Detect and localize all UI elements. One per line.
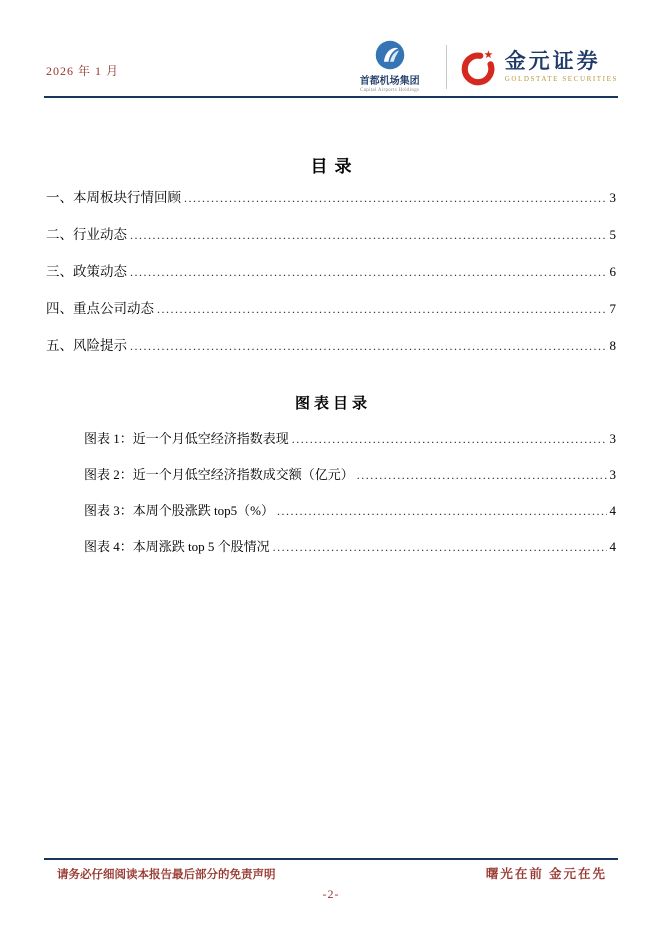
toc-entry-page: 8 bbox=[609, 338, 616, 353]
capital-airports-name-en: Capital Airports Holdings bbox=[360, 88, 420, 93]
figure-entry-label[interactable]: 图表 2：近一个月低空经济指数成交额（亿元） bbox=[84, 467, 354, 482]
figure-entry[interactable] bbox=[84, 428, 616, 464]
dot-leader bbox=[277, 503, 607, 519]
toc-entry[interactable] bbox=[46, 297, 616, 334]
capital-airports-icon bbox=[375, 40, 405, 70]
footer-rule bbox=[44, 858, 618, 860]
figures-toc-list bbox=[84, 428, 616, 572]
toc-entry-page: 5 bbox=[609, 227, 616, 242]
toc-entry-label[interactable]: 三、政策动态 bbox=[46, 264, 127, 279]
goldstate-name-en: GOLDSTATE SECURITIES bbox=[504, 75, 618, 84]
dot-leader bbox=[273, 539, 607, 555]
figure-entry[interactable] bbox=[84, 500, 616, 536]
figure-entry-label[interactable]: 图表 1：近一个月低空经济指数表现 bbox=[84, 431, 289, 446]
brand-slogan: 曙光在前 金元在先 bbox=[485, 867, 607, 881]
toc-entry[interactable] bbox=[46, 260, 616, 297]
figure-entry-label[interactable]: 图表 3：本周个股涨跌 top5（%） bbox=[84, 503, 274, 518]
figures-toc-title: 图表目录 bbox=[294, 396, 371, 412]
toc-entry[interactable] bbox=[46, 334, 616, 371]
toc-entry-label[interactable]: 五、风险提示 bbox=[46, 338, 127, 353]
figure-entry-page: 4 bbox=[609, 539, 616, 554]
disclaimer-text: 请务必仔细阅读本报告最后部分的免责声明 bbox=[57, 869, 276, 881]
goldstate-name: 金元证券 bbox=[504, 48, 601, 73]
figure-entry[interactable] bbox=[84, 464, 616, 500]
toc-entry-page: 7 bbox=[609, 301, 616, 316]
toc-entry-page: 6 bbox=[609, 264, 616, 279]
toc-list bbox=[46, 186, 616, 371]
figure-entry-page: 4 bbox=[609, 503, 616, 518]
logo-divider bbox=[446, 45, 447, 89]
dot-leader bbox=[357, 467, 607, 483]
capital-airports-name: 首都机场集团 bbox=[359, 76, 420, 87]
dot-leader bbox=[292, 431, 607, 447]
figure-entry-page: 3 bbox=[609, 431, 616, 446]
report-date: 2026 年 1 月 bbox=[46, 64, 120, 78]
brand-logos bbox=[346, 40, 618, 93]
goldstate-logo bbox=[459, 48, 618, 86]
dot-leader bbox=[130, 227, 607, 243]
dot-leader bbox=[130, 338, 607, 354]
goldstate-text bbox=[505, 50, 618, 83]
dot-leader bbox=[184, 190, 607, 206]
toc-entry-label[interactable]: 一、本周板块行情回顾 bbox=[46, 190, 181, 205]
toc-entry[interactable] bbox=[46, 186, 616, 223]
dot-leader bbox=[157, 301, 607, 317]
page-header bbox=[46, 40, 618, 93]
toc-entry-page: 3 bbox=[609, 190, 616, 205]
figure-entry[interactable] bbox=[84, 536, 616, 572]
figure-entry-page: 3 bbox=[609, 467, 616, 482]
page-footer bbox=[57, 864, 607, 882]
dot-leader bbox=[130, 264, 607, 280]
toc-entry[interactable] bbox=[46, 223, 616, 260]
page-number: -2- bbox=[322, 887, 340, 901]
figure-entry-label[interactable]: 图表 4：本周涨跌 top 5 个股情况 bbox=[84, 539, 270, 554]
toc-entry-label[interactable]: 四、重点公司动态 bbox=[46, 301, 154, 316]
goldstate-icon bbox=[459, 48, 497, 86]
toc-title: 目录 bbox=[310, 157, 359, 176]
toc-entry-label[interactable]: 二、行业动态 bbox=[46, 227, 127, 242]
header-rule bbox=[44, 96, 618, 98]
capital-airports-logo bbox=[346, 40, 434, 93]
